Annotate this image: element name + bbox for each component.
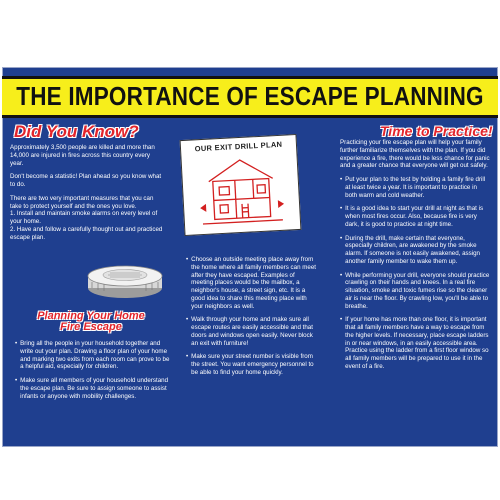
smoke-detector-icon	[86, 262, 164, 300]
page-title: THE IMPORTANCE OF ESCAPE PLANNING	[16, 82, 484, 111]
bullet-text: Walk through your home and make sure all escape routes are easily accessible and that doors and windows open easily. Never block an exit with furniture!	[191, 316, 313, 347]
left-paragraph: Approximately 3,500 people are killed and more than 14,000 are injured in fires across this country every year.	[10, 144, 155, 167]
bullet-text: Bring all the people in your household together and write out your plan. Drawing a floor plan of your home and marking two exits from each room can prove to be a helpful aid, especially for children.	[20, 340, 170, 371]
bullet-text: Make sure your street number is visible from the street. You want emergency personnel to be able to find your home quickly.	[191, 353, 314, 376]
left-paragraph: 2. Have and follow a carefully thought out and practiced escape plan.	[10, 225, 163, 241]
bullet-text: Make sure all members of your household understand the escape plan. Be sure to assign someone to assist infants or anyone with mobility challenges.	[20, 377, 169, 400]
bullet-text: While performing your drill, everyone should practice crawling on their hands and knees. In a real fire situation, smoke and toxic fumes rise so the cleaner air is near the floor. By crawling low, you'll be able to breathe.	[345, 271, 490, 310]
list-item: • Make sure all members of your household understand the escape plan. Be sure to assign someone to assist infants or anyone with mobility challenges.	[15, 377, 169, 400]
left-paragraph: Don't become a statistic! Plan ahead so you know what to do.	[10, 173, 162, 188]
bullet-text: If your home has more than one floor, it is important that all family members have a way to escape from the higher levels. If necessary, place escape ladders in or near windows, in an easily accessible area. Practice using the ladder from a first floor window so all family members will be prepared to use it in the event of a fire.	[345, 316, 489, 370]
left-paragraph: 1. Install and maintain smoke alarms on every level of your home.	[10, 210, 158, 225]
house-floor-plan-icon	[194, 154, 290, 231]
list-item: • Make sure your street number is visible from the street. You want emergency personnel to be able to find your home quickly.	[186, 353, 318, 376]
title-banner	[2, 76, 498, 118]
planning-heading-line: Fire Escape	[60, 321, 122, 333]
did-you-know-heading: Did You Know?	[14, 122, 139, 141]
list-item: • It is a good idea to start your drill at night as that is when most fires occur. Also, because fire is very dark, it is good to practice at night time.	[340, 205, 490, 228]
exit-drill-plan-card	[180, 134, 302, 236]
bullet-text: During the drill, make certain that everyone, especially children, are awakened by the smoke alarm. If someone is not easily awakened, assign another family member to wake them up.	[345, 234, 480, 265]
middle-bullets	[186, 256, 318, 383]
left-bullets	[15, 340, 170, 406]
list-item: • Walk through your home and make sure all escape routes are easily accessible and that doors and windows open easily. Never block an exit with furniture!	[186, 316, 318, 347]
right-intro: Practicing your fire escape plan will help your family further familiarize themselves with the plan. If you did experience a fire, there would be less chance for panic and a greater chance that everyone will get out safely.	[340, 139, 490, 170]
planning-heading-line: Planning Your Home	[37, 310, 145, 322]
bullet-text: Put your plan to the test by holding a family fire drill at least twice a year. It is important to practice in both warm and cold weather.	[345, 176, 486, 199]
planning-heading	[16, 311, 166, 333]
bullet-text: Choose an outside meeting place away from the home where all family members can meet after they have escaped. Examples of meeting places would be the mailbox, a neighbor's house, a street sign, etc. It is a good idea to share this meeting place with your neighbors as well.	[191, 256, 317, 310]
list-item: • Put your plan to the test by holding a family fire drill at least twice a year. It is important to practice in both warm and cold weather.	[340, 176, 490, 199]
right-column-text	[340, 139, 490, 377]
time-to-practice-heading: Time to Practice!	[380, 123, 493, 139]
list-item: • Choose an outside meeting place away from the home where all family members can meet after they have escaped. Examples of meeting places would be the mailbox, a neighbor's house, a street sign, etc. It is a good idea to share this meeting place with your neighbors as well.	[186, 256, 317, 310]
list-item: • If your home has more than one floor, it is important that all family members have a way to escape from the higher levels. If necessary, place escape ladders in or near windows, in an easily accessible area. Practice using the ladder from a first floor window so all family members will be prepared to use it in the event of a fire.	[340, 316, 489, 370]
list-item: • While performing your drill, everyone should practice crawling on their hands and knees. In a real fire situation, smoke and toxic fumes rise so the cleaner air is near the floor. By crawling low, you'll be able to breathe.	[340, 271, 490, 310]
list-item: • Bring all the people in your household together and write out your plan. Drawing a floor plan of your home and marking two exits from each room can prove to be a helpful aid, especially for children.	[15, 340, 170, 371]
left-column-text	[10, 144, 165, 247]
bullet-text: It is a good idea to start your drill at night as that is when most fires occur. Also, because fire is very dark, it is good to practice at night time.	[345, 205, 484, 228]
left-paragraph: There are two very important measures that you can take to protect yourself and the ones you love.	[10, 194, 154, 210]
list-item: • During the drill, make certain that everyone, especially children, are awakened by the smoke alarm. If someone is not easily awakened, assign another family member to wake them up.	[340, 235, 490, 266]
card-label: OUR EXIT DRILL PLAN	[194, 139, 283, 154]
